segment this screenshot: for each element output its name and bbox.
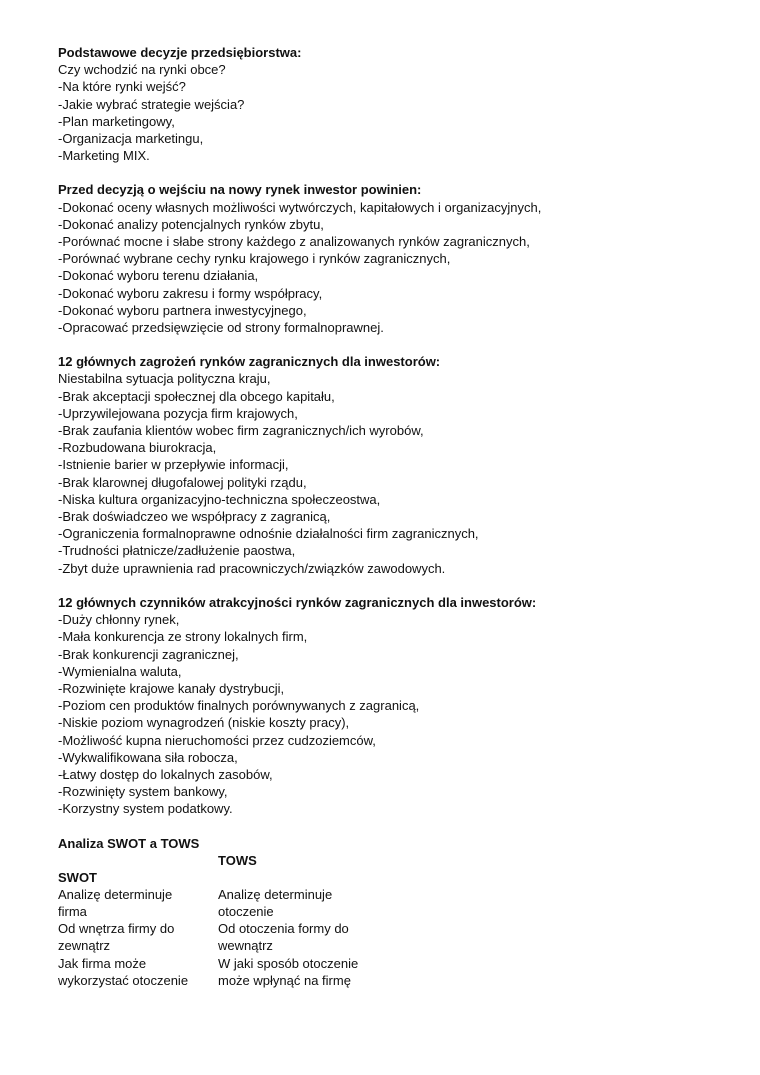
tows-line: może wpłynąć na firmę [218,972,351,988]
swot-line: wykorzystać otoczenie [58,972,189,988]
list-item: -Dokonać wyboru terenu działania, [58,268,259,284]
swot-line: zewnątrz [58,938,111,954]
list-item: -Wykwalifikowana siła robocza, [58,749,238,765]
section-heading: Podstawowe decyzje przedsiębiorstwa: [58,45,302,60]
section-heading: 12 głównych zagrożeń rynków zagranicznych dla inwestorów: [58,354,441,370]
tows-line: wewnątrz [218,938,273,954]
list-item: -Istnienie barier w przepływie informacji, [58,457,289,473]
swot-column [58,835,218,989]
list-item: -Brak konkurencji zagranicznej, [58,646,239,662]
tows-title: TOWS [218,852,257,868]
list-item: -Organizacja marketingu, [58,131,204,147]
tows-column [218,835,378,989]
spacer [218,869,378,886]
list-item: -Trudności płatnicze/zadłużenie paostwa, [58,543,296,559]
list-item: -Plan marketingowy, [58,113,175,129]
list-item: -Porównać mocne i słabe strony każdego z analizowanych rynków zagranicznych, [58,234,530,250]
section-attractiveness [58,594,720,818]
section-heading: 12 głównych czynników atrakcyjności rynków zagranicznych dla inwestorów: [58,594,537,610]
list-item: -Niskie poziom wynagrodzeń (niskie koszty pracy), [58,715,350,731]
list-item: -Porównać wybrane cechy rynku krajowego i rynków zagranicznych, [58,251,451,267]
list-item: -Łatwy dostęp do lokalnych zasobów, [58,766,273,782]
list-item: -Brak zaufania klientów wobec firm zagranicznych/ich wyrobów, [58,423,424,439]
tows-line: otoczenie [218,903,274,919]
section-before-entry [58,181,720,336]
section-heading: Przed decyzją o wejściu na nowy rynek inwestor powinien: [58,182,422,198]
list-item: -Dokonać oceny własnych możliwości wytwórczych, kapitałowych i organizacyjnych, [58,199,542,215]
list-item: -Zbyt duże uprawnienia rad pracowniczych/związków zawodowych. [58,560,446,576]
list-item: -Rozbudowana biurokracja, [58,440,217,456]
list-item: -Dokonać wyboru partnera inwestycyjnego, [58,302,307,318]
swot-line: Od wnętrza firmy do [58,921,175,937]
list-item: -Mała konkurencja ze strony lokalnych firm, [58,629,308,645]
list-item: -Dokonać analizy potencjalnych rynków zbytu, [58,216,324,232]
list-item: -Ograniczenia formalnoprawne odnośnie działalności firm zagranicznych, [58,526,479,542]
swot-line: Analizę determinuje [58,886,173,902]
list-item: -Niska kultura organizacyjno-techniczna społeczeostwa, [58,491,381,507]
swot-title: SWOT [58,869,97,885]
swot-line: firma [58,903,87,919]
list-item: -Brak doświadczeo we współpracy z zagranicą, [58,509,331,525]
swot-tows-title: Analiza SWOT a TOWS [58,835,200,851]
list-item: -Na które rynki wejść? [58,79,186,95]
list-item: -Brak klarownej długofalowej polityki rządu, [58,474,307,490]
list-item: -Poziom cen produktów finalnych porównywanych z zagranicą, [58,698,420,714]
list-item: -Brak akceptacji społecznej dla obcego kapitału, [58,388,335,404]
section-threats [58,353,720,577]
list-item: -Rozwinięte krajowe kanały dystrybucji, [58,680,285,696]
list-item: -Możliwość kupna nieruchomości przez cudzoziemców, [58,732,376,748]
tows-line: Od otoczenia formy do [218,921,349,937]
list-item: -Rozwinięty system bankowy, [58,784,228,800]
swot-line: Jak firma może [58,955,147,971]
swot-tows-section [58,835,720,989]
list-item: -Opracować przedsięwzięcie od strony formalnoprawnej. [58,320,384,336]
tows-line: Analizę determinuje [218,886,333,902]
list-item: -Wymienialna waluta, [58,663,182,679]
list-item: -Jakie wybrać strategie wejścia? [58,96,245,112]
list-item: -Korzystny system podatkowy. [58,801,233,817]
list-item: Czy wchodzić na rynki obce? [58,62,226,78]
tows-line: W jaki sposób otoczenie [218,955,359,971]
swot-tows-columns [58,835,720,989]
list-item: -Duży chłonny rynek, [58,612,180,628]
section-basic-decisions [58,44,720,164]
list-item: -Dokonać wyboru zakresu i formy współpracy, [58,285,323,301]
list-item: Niestabilna sytuacja polityczna kraju, [58,371,271,387]
list-item: -Marketing MIX. [58,148,150,164]
list-item: -Uprzywilejowana pozycja firm krajowych, [58,405,298,421]
